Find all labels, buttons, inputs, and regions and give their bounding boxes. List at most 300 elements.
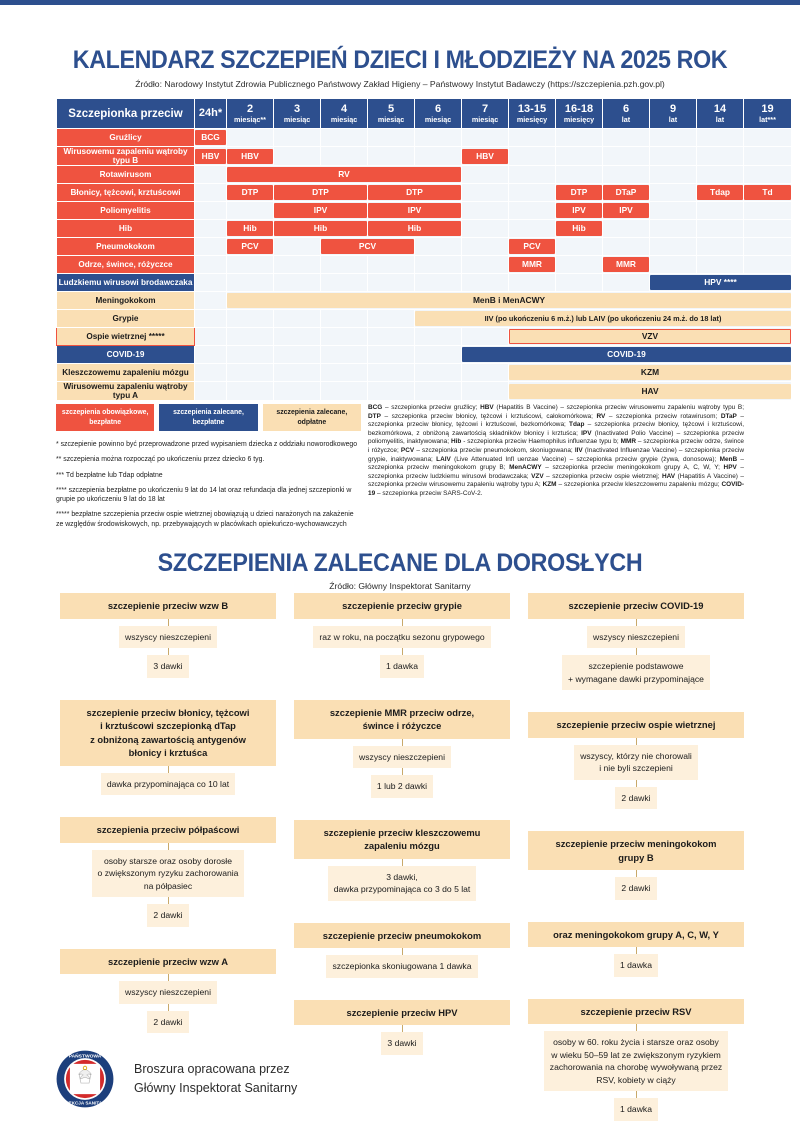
calendar-empty-cell [227,328,274,346]
calendar-empty-cell [195,256,227,274]
calendar-empty-cell [415,256,462,274]
calendar-empty-cell [509,220,556,238]
abbreviation-definition: (Inactivated Influenzae Vaccine) – szczepionka przeciw grypie, inaktywowana; [368,446,744,463]
calendar-empty-cell [415,129,462,147]
calendar-row-label: Kleszczowemu zapaleniu mózgu [57,364,195,382]
card-body-wrap [60,850,276,898]
calendar-empty-cell [744,166,792,184]
calendar-row [57,202,792,220]
card-body-wrap [528,1098,744,1121]
abbreviation-definition: – szczepionka przeciw błonicy, tężcowi i krztuścowi, całokomórkowa; [380,412,597,420]
calendar-empty-cell [227,364,274,382]
calendar-vaccine-cell [227,184,274,202]
vaccination-card-detail: 2 dawki [147,904,188,927]
vaccination-card-detail: osoby starsze oraz osoby dorosłe o zwiększonym ryzyku zachorowania na półpasiec [92,850,245,898]
vaccination-card-detail: osoby w 60. roku życia i starsze oraz osoby w wieku 50–59 lat ze zwiększonym ryzykiem zachorowania na chorobę wywoływaną przez RSV, kobiety w ciąży [544,1031,728,1091]
calendar-vaccine-cell [368,220,462,238]
abbreviation-definition: - szczepionka przeciw Haemophilus influenzae typu b; [461,438,621,446]
vaccination-card-title: szczepienie przeciw pneumokokom [294,923,510,949]
vaccination-card-detail: 2 dawki [147,1011,188,1034]
calendar-empty-cell [650,220,697,238]
card-connector-line [168,619,169,626]
calendar-empty-cell [227,129,274,147]
calendar-empty-cell [603,238,650,256]
calendar-empty-cell [650,256,697,274]
calendar-empty-cell [195,202,227,220]
vaccination-card-detail: wszyscy nieszczepieni [119,981,217,1004]
adults-card-columns [57,593,744,1121]
calendar-row-label: Poliomyelitis [57,202,195,220]
vaccine-bar: IPV [603,203,649,218]
logo-svg [56,1050,114,1108]
abbreviation-term: KZM [542,481,557,489]
calendar-empty-cell [415,382,462,401]
vaccine-bar: HBV [195,149,226,164]
abbreviation-term: HPV [723,464,737,472]
calendar-column-header: 4 miesiąc [321,99,368,129]
calendar-empty-cell [274,364,321,382]
adults-title: SZCZEPIENIA ZALECANE DLA DOROSŁYCH [157,549,643,577]
card-body-wrap [294,775,510,798]
vaccination-card-detail: wszyscy, którzy nie chorowali i nie byli szczepieni [574,745,698,780]
calendar-empty-cell [321,310,368,328]
calendar-empty-cell [744,256,792,274]
calendar-column-header: 16-18 miesięcy [556,99,603,129]
vaccination-card-detail: 1 dawka [614,954,658,977]
vaccination-card-detail: szczepienie podstawowe + wymagane dawki przypominające [562,655,710,690]
abbreviations-glossary [368,404,744,499]
calendar-empty-cell [195,346,227,364]
calendar-column-header: 9 lat [650,99,697,129]
card-connector-line [636,738,637,745]
footer-line-2: Główny Inspektorat Sanitarny [134,1081,298,1095]
calendar-empty-cell [274,147,321,166]
abbreviation-term: Tdap [569,421,585,429]
calendar-empty-cell [274,346,321,364]
calendar-empty-cell [697,256,744,274]
vaccine-bar: DTaP [603,185,649,200]
vaccination-card [60,593,276,678]
card-connector-line [168,897,169,904]
calendar-vaccine-cell [509,364,792,382]
calendar-empty-cell [462,129,509,147]
calendar-vaccine-cell [509,256,556,274]
abbreviation-definition: (Inactivated Polio Vaccine) – szczepionka przeciw poliomyelitis, inaktywowana; [368,429,744,446]
vaccination-card-detail: 3 dawki [381,1032,422,1055]
calendar-row [57,364,792,382]
card-body-wrap [60,655,276,678]
calendar-row-label: Wirusowemu zapaleniu wątroby typu B [57,147,195,166]
calendar-empty-cell [227,274,274,292]
calendar-empty-cell [195,310,227,328]
calendar-empty-cell [415,364,462,382]
card-body-wrap [528,655,744,690]
calendar-column-header: 7 miesiąc [462,99,509,129]
calendar-row [57,328,792,346]
card-connector-line [636,1091,637,1098]
card-body-wrap [528,745,744,780]
vaccination-card-title: szczepienie przeciw ospie wietrznej [528,712,744,738]
vaccine-bar: PCV [227,239,273,254]
abbreviation-term: DTP [368,412,381,420]
page-footer [56,1050,297,1108]
calendar-row-label: Wirusowemu zapaleniu wątroby typu A [57,382,195,401]
card-connector-line [636,648,637,655]
calendar-empty-cell [274,382,321,401]
vaccine-bar: HBV [227,149,273,164]
footer-line-1: Broszura opracowana przez [134,1062,290,1076]
abbreviation-definition: – szczepionka przeciw ludzkiemu wirusowi brodawczaka; [368,464,744,480]
card-connector-line [168,648,169,655]
calendar-empty-cell [556,129,603,147]
calendar-empty-cell [650,202,697,220]
card-body-wrap [528,626,744,649]
vaccine-bar: COVID-19 [462,347,791,362]
calendar-empty-cell [195,274,227,292]
header-vaccine-column: Szczepionka przeciw [57,99,195,129]
calendar-row [57,238,792,256]
calendar-empty-cell [462,220,509,238]
calendar-row-label: Gruźlicy [57,129,195,147]
calendar-empty-cell [415,238,462,256]
calendar-empty-cell [603,166,650,184]
vaccine-bar: MMR [509,257,555,272]
calendar-vaccine-cell [321,238,415,256]
vaccination-card [294,820,510,901]
vaccination-card-title: szczepienie MMR przeciw odrze, śwince i różyczce [294,700,510,739]
calendar-body [57,129,792,401]
card-connector-line [168,766,169,773]
calendar-column-header: 14 lat [697,99,744,129]
calendar-row [57,346,792,364]
calendar-empty-cell [462,238,509,256]
calendar-empty-cell [195,166,227,184]
vaccine-bar: Hib [556,221,602,236]
calendar-vaccine-cell [195,129,227,147]
calendar-vaccine-cell [415,310,792,328]
vaccine-bar: IPV [274,203,367,218]
calendar-row [57,310,792,328]
card-connector-line [168,843,169,850]
calendar-row-label: Meningokokom [57,292,195,310]
vaccination-card-detail: wszyscy nieszczepieni [353,746,451,769]
calendar-empty-cell [227,310,274,328]
calendar-empty-cell [195,382,227,401]
calendar-empty-cell [368,310,415,328]
calendar-empty-cell [744,220,792,238]
vaccine-bar: BCG [195,130,226,145]
calendar-header-row [57,99,792,129]
vaccine-bar: VZV [509,329,791,344]
calendar-empty-cell [321,129,368,147]
calendar-empty-cell [462,274,509,292]
calendar-empty-cell [462,364,509,382]
vaccination-card-detail: 1 dawka [380,655,424,678]
calendar-empty-cell [321,364,368,382]
calendar-empty-cell [368,147,415,166]
calendar-empty-cell [195,364,227,382]
calendar-empty-cell [650,238,697,256]
calendar-empty-cell [462,166,509,184]
card-body-wrap [528,954,744,977]
calendar-row-label: Hib [57,220,195,238]
card-connector-line [402,1025,403,1032]
calendar-empty-cell [415,328,462,346]
calendar-vaccine-cell [556,202,603,220]
legend-chip: szczepienia zalecane, odpłatne [263,404,361,431]
calendar-empty-cell [462,184,509,202]
calendar-empty-cell [462,202,509,220]
calendar-empty-cell [195,184,227,202]
calendar-row-label: Grypie [57,310,195,328]
calendar-vaccine-cell [274,220,368,238]
calendar-empty-cell [274,274,321,292]
card-body-wrap [528,877,744,900]
children-header [0,46,800,89]
vaccination-card [528,922,744,977]
footnote: ***** bezpłatne szczepienia przeciw ospie wietrznej obowiązują u dzieci narażonych na zakażenie ze względów środowiskowych, np. przebywających w placówkach opiekuńczo-wychowawczych [56,511,354,528]
vaccine-bar: MenB i MenACWY [227,293,791,308]
abbreviation-definition: – szczepionka przeciw SARS-CoV-2. [375,489,483,497]
vaccination-card [60,949,276,1034]
vaccination-card-title: szczepienie przeciw kleszczowemu zapaleniu mózgu [294,820,510,859]
calendar-vaccine-cell [227,220,274,238]
calendar-table-wrapper [56,98,776,401]
vaccine-bar: Hib [274,221,367,236]
calendar-empty-cell [697,238,744,256]
calendar-empty-cell [321,346,368,364]
calendar-empty-cell [195,238,227,256]
page-title: KALENDARZ SZCZEPIEŃ DZIECI I MŁODZIEŻY NA 2025 ROK [72,46,728,74]
calendar-empty-cell [321,328,368,346]
calendar-empty-cell [556,166,603,184]
calendar-row [57,129,792,147]
abbreviation-term: MenB [719,455,738,463]
vaccination-card-detail: 2 dawki [615,877,656,900]
vaccination-card [60,700,276,796]
calendar-row-label: Rotawirusom [57,166,195,184]
calendar-vaccine-cell [603,256,650,274]
calendar-row [57,292,792,310]
calendar-vaccine-cell [368,184,462,202]
calendar-empty-cell [227,256,274,274]
vaccine-bar: DTP [274,185,367,200]
calendar-row-label: Pneumokokom [57,238,195,256]
calendar-vaccine-cell [227,166,462,184]
vaccine-bar: DTP [556,185,602,200]
calendar-empty-cell [603,129,650,147]
calendar-empty-cell [274,310,321,328]
sanitary-inspection-logo [56,1050,114,1108]
svg-text:PAŃSTWOWA: PAŃSTWOWA [68,1054,102,1060]
vaccination-card-detail: wszyscy nieszczepieni [119,626,217,649]
calendar-row [57,274,792,292]
abbreviation-term: IIV [574,446,583,454]
card-body-wrap [294,746,510,769]
vaccine-bar: HAV [509,384,791,399]
calendar-empty-cell [274,129,321,147]
calendar-empty-cell [274,256,321,274]
abbreviation-definition: – szczepionka przeciw meningokokom grupy B; [368,455,744,472]
vaccine-bar: HPV **** [650,275,791,290]
abbreviation-definition: – szczepionka przeciw błonicy, tężcowi i krztuścowi, bezkomórkowa, z obniżoną zawartością składników błonicy i krztuśca; [368,421,744,437]
vaccination-card-title: szczepienie przeciw wzw A [60,949,276,975]
calendar-empty-cell [227,202,274,220]
card-connector-line [402,619,403,626]
footnote: **** szczepienia bezpłatne po ukończeniu 9 lat do 14 lat oraz refundacja dla jednej szczepionki w grupie po ukończeniu 9 lat do 18 lat [56,486,352,504]
calendar-empty-cell [368,346,415,364]
vaccination-card-detail: 2 dawki [615,787,656,810]
calendar-empty-cell [195,220,227,238]
calendar-empty-cell [321,382,368,401]
vaccine-bar: Hib [227,221,273,236]
vaccination-card-detail: 1 dawka [614,1098,658,1121]
calendar-empty-cell [509,147,556,166]
card-connector-line [402,768,403,775]
abbreviation-definition: – szczepionka przeciw odrze, śwince i różyczce; [368,438,745,454]
calendar-empty-cell [509,274,556,292]
abbreviation-term: IPV [581,429,592,437]
vaccination-card-title: szczepienie przeciw COVID-19 [528,593,744,619]
vaccine-bar: DTP [368,185,461,200]
calendar-empty-cell [368,382,415,401]
vaccine-bar: KZM [509,365,791,380]
card-body-wrap [528,787,744,810]
legend-chips [56,404,361,431]
calendar-vaccine-cell [603,184,650,202]
calendar-empty-cell [321,147,368,166]
card-body-wrap [294,655,510,678]
calendar-row-label: Błonicy, tężcowi, krztuścowi [57,184,195,202]
calendar-empty-cell [650,129,697,147]
abbreviation-definition: – szczepionka przeciw gruźlicy; [382,404,481,411]
calendar-empty-cell [368,274,415,292]
abbreviation-definition: (Hapatitis B Vaccine) – szczepionka przeciw wirusowemu zapaleniu wątroby typu B; [493,404,744,411]
calendar-empty-cell [321,256,368,274]
vaccination-card-detail: 1 lub 2 dawki [371,775,433,798]
card-body-wrap [294,1032,510,1055]
calendar-row-label: Odrze, śwince, różyczce [57,256,195,274]
calendar-empty-cell [603,220,650,238]
footnote: ** szczepienia można rozpocząć po ukończeniu przez dziecko 6 tyg. [56,456,265,464]
calendar-empty-cell [509,166,556,184]
vaccination-card [528,831,744,900]
card-connector-line [168,1004,169,1011]
calendar-column-header: 5 miesiąc [368,99,415,129]
calendar-vaccine-cell [195,147,227,166]
calendar-empty-cell [744,147,792,166]
calendar-row-label: Ludzkiemu wirusowi brodawczaka [57,274,195,292]
calendar-empty-cell [744,238,792,256]
vaccination-card [294,700,510,798]
vaccination-card-detail: wszyscy nieszczepieni [587,626,685,649]
calendar-vaccine-cell [556,220,603,238]
calendar-empty-cell [321,274,368,292]
calendar-row [57,147,792,166]
vaccine-bar: Hib [368,221,461,236]
adults-column [60,593,276,1033]
card-connector-line [636,947,637,954]
abbreviation-definition: (Live Attenuated Infl uenzae Vaccine) – szczepionka przeciw grypie (żywa, donosowa); [450,455,720,463]
vaccine-bar: MMR [603,257,649,272]
footnote: *** Td bezpłatne lub Tdap odpłatne [56,471,163,479]
abbreviation-term: HBV [480,404,494,411]
calendar-empty-cell [274,238,321,256]
abbreviation-definition: – szczepionka przeciw rotawirusom; [605,412,721,420]
card-body-wrap [528,1031,744,1091]
vaccination-card [528,712,744,809]
calendar-vaccine-cell [274,184,368,202]
adults-header [0,549,800,591]
top-rule-divider [0,0,800,5]
calendar-empty-cell [368,129,415,147]
calendar-empty-cell [415,274,462,292]
vaccination-card-title: szczepienie przeciw HPV [294,1000,510,1026]
calendar-column-header: 13-15 miesięcy [509,99,556,129]
vaccination-card [294,1000,510,1055]
calendar-empty-cell [227,346,274,364]
vaccination-card-title: oraz meningokokom grupy A, C, W, Y [528,922,744,948]
vaccination-card-detail: 3 dawki [147,655,188,678]
footnotes-list [56,440,361,529]
calendar-empty-cell [462,382,509,401]
vaccination-card [294,593,510,678]
calendar-vaccine-cell [227,238,274,256]
calendar-vaccine-cell [227,292,792,310]
calendar-empty-cell [697,202,744,220]
vaccination-card-detail: szczepionka skoniugowana 1 dawka [326,955,477,978]
calendar-empty-cell [509,202,556,220]
vaccination-card-title: szczepienie przeciw wzw B [60,593,276,619]
calendar-column-header: 2 miesiąc** [227,99,274,129]
card-body-wrap [294,626,510,649]
calendar-row [57,382,792,401]
calendar-empty-cell [556,238,603,256]
vaccination-card [528,593,744,690]
abbreviation-definition: – szczepionka przeciw pneumokokom, skoniugowana; [414,446,575,454]
abbreviation-term: DTaP [720,412,737,420]
calendar-empty-cell [603,147,650,166]
adults-column [528,593,744,1121]
footnote: * szczepienie powinno być przeprowadzone przed wypisaniem dziecka z oddziału noworodkowego [56,441,358,448]
abbreviation-term: COVID-19 [368,481,744,497]
vaccination-card-title: szczepienie przeciw RSV [528,999,744,1025]
vaccine-bar: HBV [462,149,508,164]
calendar-empty-cell [368,364,415,382]
card-body-wrap [60,626,276,649]
children-source: Źródło: Narodowy Instytut Zdrowia Publicznego Państwowy Zakład Higieny – Państwowy Instytut Badawczy (https://szczepienia.pzh.gov.pl) [135,79,665,89]
card-connector-line [402,739,403,746]
abbreviation-term: MMR [620,438,636,446]
calendar-empty-cell [368,328,415,346]
vaccination-card-title: szczepienie przeciw błonicy, tężcowi i krztuścowi szczepionką dTap z obniżoną zawartością antygenów błonicy i krztuśca [60,700,276,766]
vaccination-card-detail: dawka przypominająca co 10 lat [101,773,235,796]
calendar-empty-cell [195,328,227,346]
calendar-vaccine-cell [603,202,650,220]
vaccination-card-title: szczepienie przeciw grypie [294,593,510,619]
calendar-empty-cell [462,328,509,346]
calendar-row [57,256,792,274]
calendar-vaccine-cell [509,382,792,401]
calendar-column-header: 24h* [195,99,227,129]
vaccine-bar: Tdap [697,185,743,200]
vaccine-bar: PCV [509,239,555,254]
calendar-empty-cell [462,256,509,274]
calendar-empty-cell [697,166,744,184]
calendar-vaccine-cell [227,147,274,166]
calendar-empty-cell [274,328,321,346]
abbreviation-term: LAIV [436,455,451,463]
